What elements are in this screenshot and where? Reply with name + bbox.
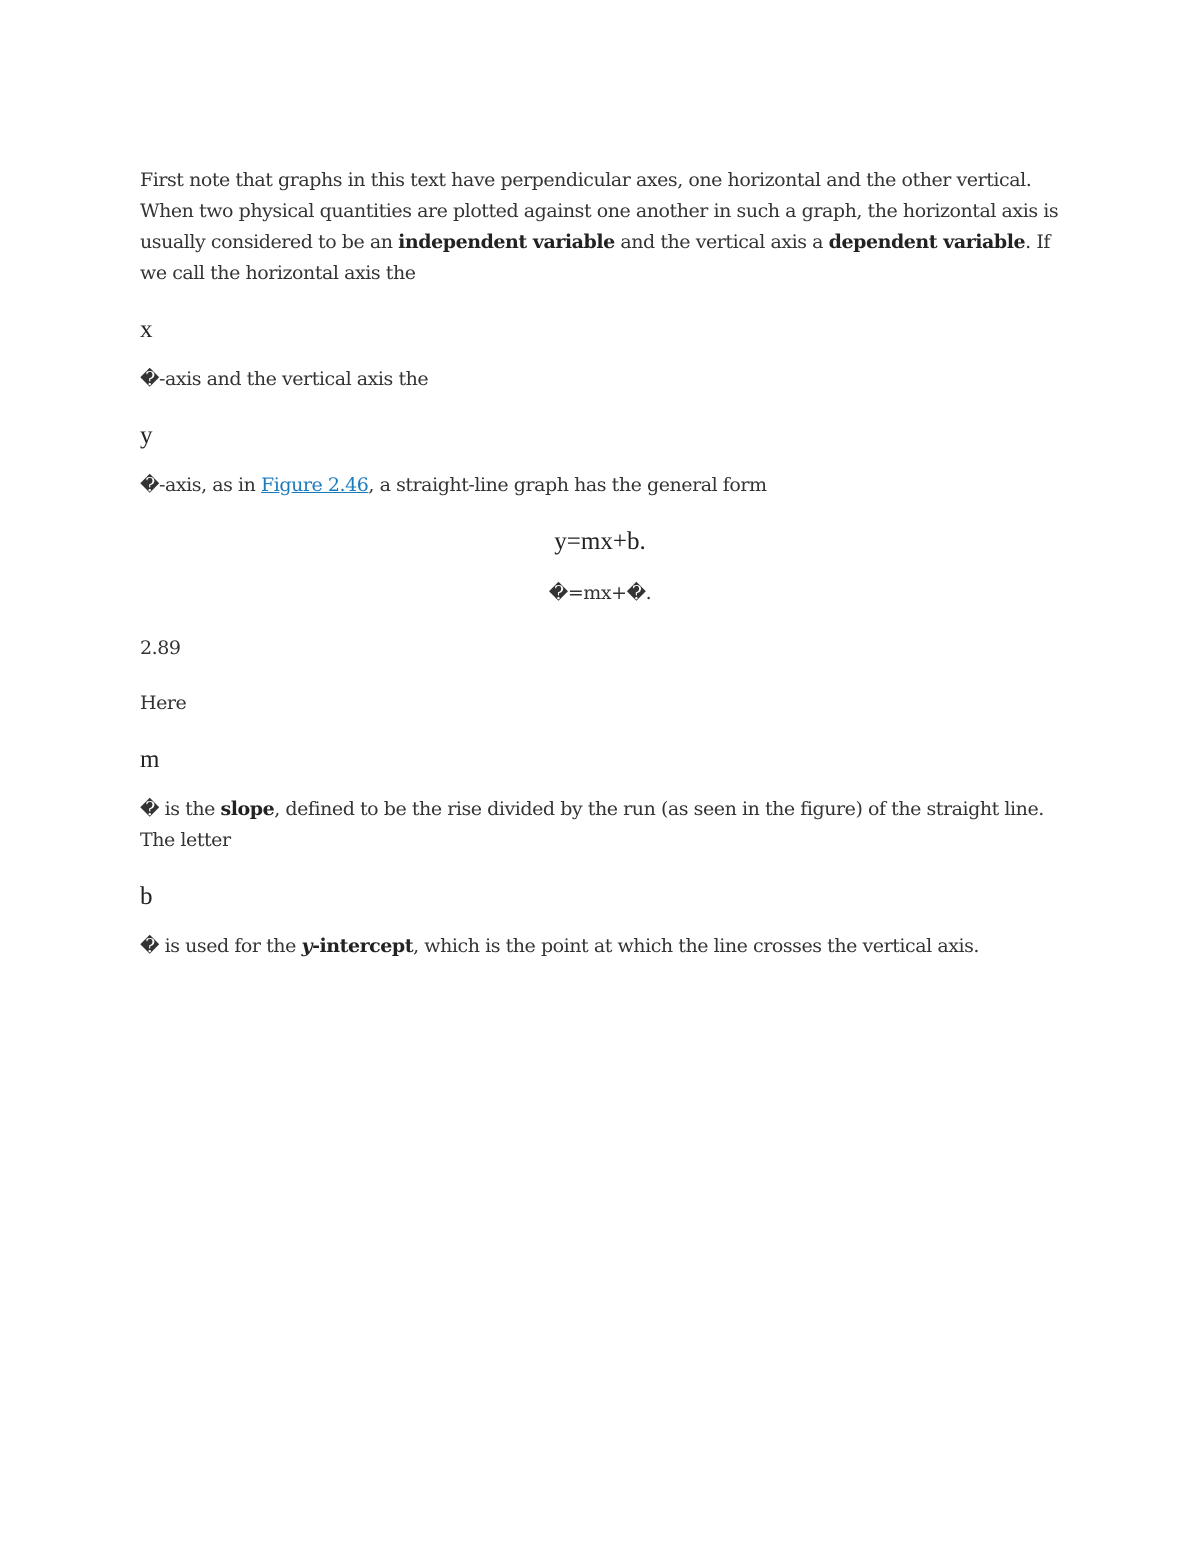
axis-text-a: �-axis, as in [140,474,262,496]
axis-paragraph-2 [140,470,1060,501]
here-text: Here [140,692,187,714]
intercept-paragraph [140,931,1060,962]
math-y: y [140,422,153,449]
intercept-y: y [301,935,313,957]
intro-text-b: and the vertical axis a [614,231,829,253]
intercept-text-b: , which is the point at which the line crosses the vertical axis. [413,935,979,957]
intro-text-a: First note that graphs in this text have perpendicular axes, one horizontal and the other vertical. When two physical quantities are plotted against one another in such a graph, the horizontal axis is usually considered to be an [140,169,1059,253]
slope-paragraph [140,794,1060,856]
equation-number: 2.89 [140,637,181,659]
slope-term: slope [220,798,275,820]
math-m: m [140,746,160,773]
intercept-text-a: � is used for the [140,935,302,957]
math-x: x [140,316,153,343]
math-b: b [140,883,153,910]
figure-link[interactable]: Figure 2.46 [261,474,369,496]
equation-fallback: �=mx+�. [548,582,652,604]
independent-variable-term: independent variable [398,231,615,253]
axis-text-b: , a straight-line graph has the general form [368,474,767,496]
display-equation: y=mx+b. [554,528,646,555]
intro-text-c: . If we call the horizontal axis the [140,231,1050,284]
intercept-term [301,935,413,957]
slope-text-a: � is the [140,798,221,820]
dependent-variable-term: dependent variable [828,231,1026,253]
intercept-word: -intercept [312,935,414,957]
intro-paragraph [140,165,1060,289]
axis-paragraph-1: �-axis and the vertical axis the [140,368,429,390]
document-page [140,165,1060,962]
slope-text-b: , defined to be the rise divided by the run (as seen in the figure) of the straight line. The letter [140,798,1044,851]
